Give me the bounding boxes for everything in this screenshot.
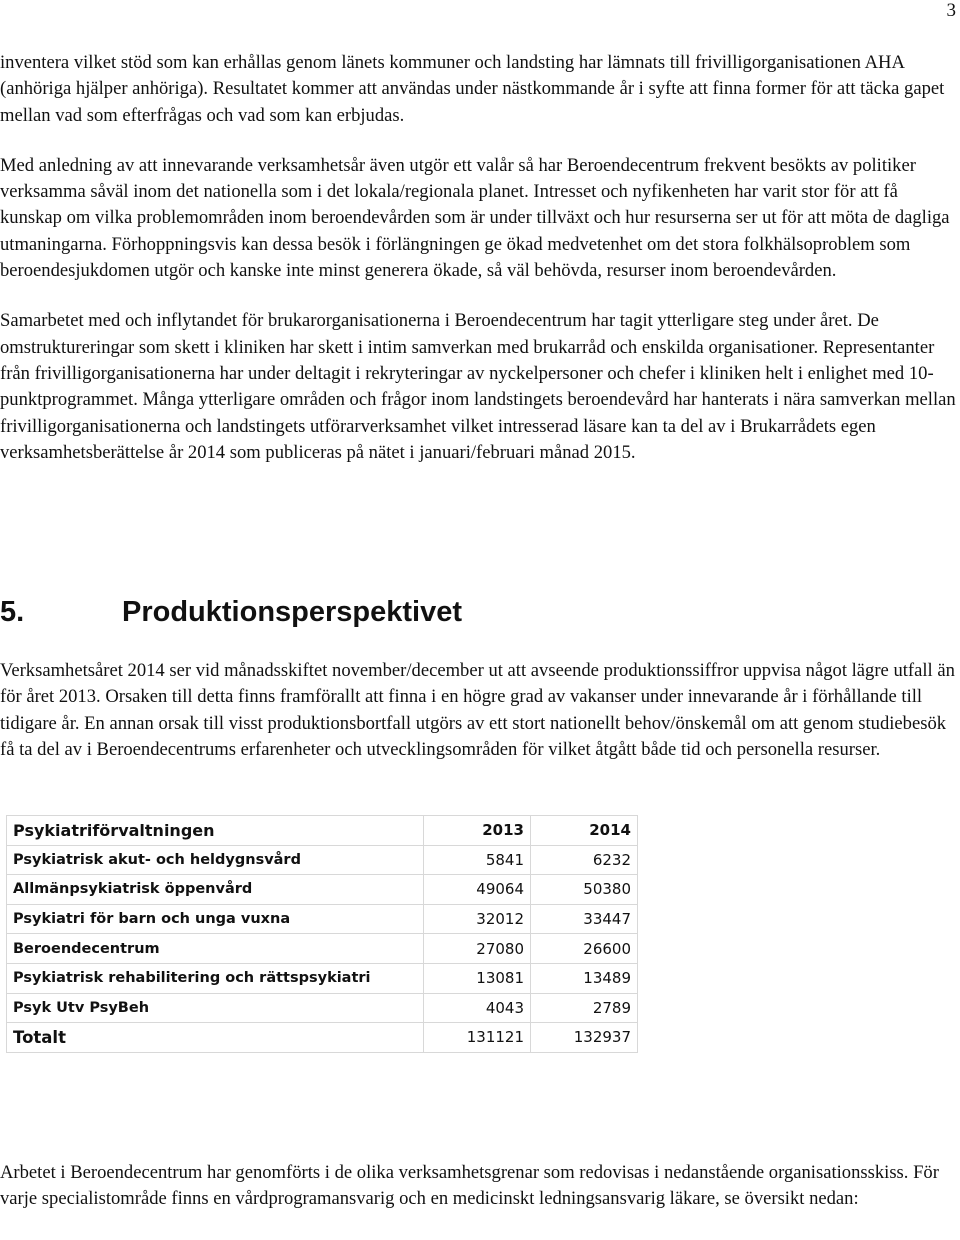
table-cell-2014: 6232 — [531, 845, 638, 875]
paragraph-organisation: Arbetet i Beroendecentrum har genomförts i de olika verksamhetsgrenar som redovisas i nedanstående organisationsskiss. För varje specialistområde finns en vårdprogramansvarig och en medicinskt ledningsansvarig läkare, se översikt nedan: — [0, 1162, 939, 1210]
table-header-cell: 2013 — [424, 816, 531, 846]
table-header-cell: Psykiatriförvaltningen — [7, 816, 424, 846]
production-table-wrapper — [6, 815, 638, 1053]
table-total-2013: 131121 — [424, 1023, 531, 1053]
paragraph-politicians: Med anledning av att innevarande verksamhetsår även utgör ett valår så har Beroendecentrum frekvent besökts av politiker verksamma såväl inom det nationella som i det lokala/regionala planet. Intresset och nyfikenheten har varit stor för att få kunskap om vilka problemområden inom beroendevården som är under tillväxt och hur resurserna ser ut för att möta de dagliga utmaningarna. Förhoppningsvis kan dessa besök i förlängningen ge ökad medvetenhet om det stora folkhälsoproblem som beroendesjukdomen utgör och kanske inte minst generera ökade, så väl behövda, resurser inom beroendevården. — [0, 154, 950, 282]
table-cell-2014: 2789 — [531, 993, 638, 1023]
section-heading — [0, 594, 462, 630]
table-row — [7, 875, 638, 905]
table-cell-2013: 4043 — [424, 993, 531, 1023]
section-title: Produktionsperspektivet — [122, 596, 463, 628]
table-total-2014: 132937 — [531, 1023, 638, 1053]
table-cell-2013: 27080 — [424, 934, 531, 964]
paragraph-intro: inventera vilket stöd som kan erhållas genom länets kommuner och landsting har lämnats till frivilligorganisationen AHA (anhöriga hjälper anhöriga). Resultatet kommer att användas under nästkommande år i syfte att finna former för att täcka gapet mellan vad som efterfrågas och vad som kan erbjudas. — [0, 52, 945, 126]
table-cell-label: Beroendecentrum — [7, 934, 424, 964]
table-row — [7, 845, 638, 875]
table-cell-2014: 26600 — [531, 934, 638, 964]
table-row — [7, 993, 638, 1023]
table-header-cell: 2014 — [531, 816, 638, 846]
table-cell-label: Allmänpsykiatrisk öppenvård — [7, 875, 424, 905]
paragraph-production: Verksamhetsåret 2014 ser vid månadsskiftet november/december ut att avseende produktionssiffror uppvisa något lägre utfall än för året 2013. Orsaken till detta finns framförallt att finna i en högre grad av vakanser under innevarande år i förhållande till tidigare år. En annan orsak till visst produktionsbortfall utgörs av ett stort nationellt behov/önskemål om att genom studiebesök få ta del av i Beroendecentrums erfarenheter och utvecklingsområden för vilket åtgått både tid och personella resurser. — [0, 660, 955, 760]
table-cell-label: Psyk Utv PsyBeh — [7, 993, 424, 1023]
table-cell-2014: 50380 — [531, 875, 638, 905]
table-total-row — [7, 1023, 638, 1053]
table-row — [7, 904, 638, 934]
table-row — [7, 963, 638, 993]
page-number: 3 — [946, 0, 956, 21]
table-cell-2013: 5841 — [424, 845, 531, 875]
table-cell-2013: 13081 — [424, 963, 531, 993]
table-cell-2013: 49064 — [424, 875, 531, 905]
section-number: 5. — [0, 596, 25, 628]
table-cell-label: Psykiatri för barn och unga vuxna — [7, 904, 424, 934]
table-total-label: Totalt — [7, 1023, 424, 1053]
production-table — [6, 815, 638, 1053]
table-row — [7, 934, 638, 964]
table-cell-label: Psykiatrisk akut- och heldygnsvård — [7, 845, 424, 875]
table-cell-2014: 13489 — [531, 963, 638, 993]
paragraph-collaboration: Samarbetet med och inflytandet för brukarorganisationerna i Beroendecentrum har tagit ytterligare steg under året. De omstruktureringar som skett i kliniken har skett i intim samverkan med brukarråd och enskilda organisationer. Representanter från frivilligorganisationerna har under deltagit i rekryteringar av nyckelpersoner och chefer i kliniken helt i enlighet med 10-punktprogrammet. Många ytterligare områden och frågor inom landstingets beroendevård har hanterats i nära samverkan mellan frivilligorganisationerna och landstingets utförarverksamhet vilket intresserad läsare kan ta del av i Brukarrådets egen verksamhetsberättelse år 2014 som publiceras på nätet i januari/februari månad 2015. — [0, 310, 956, 463]
document-body — [0, 50, 956, 466]
table-cell-2014: 33447 — [531, 904, 638, 934]
table-cell-label: Psykiatrisk rehabilitering och rättspsykiatri — [7, 963, 424, 993]
table-cell-2013: 32012 — [424, 904, 531, 934]
table-header-row — [7, 816, 638, 846]
